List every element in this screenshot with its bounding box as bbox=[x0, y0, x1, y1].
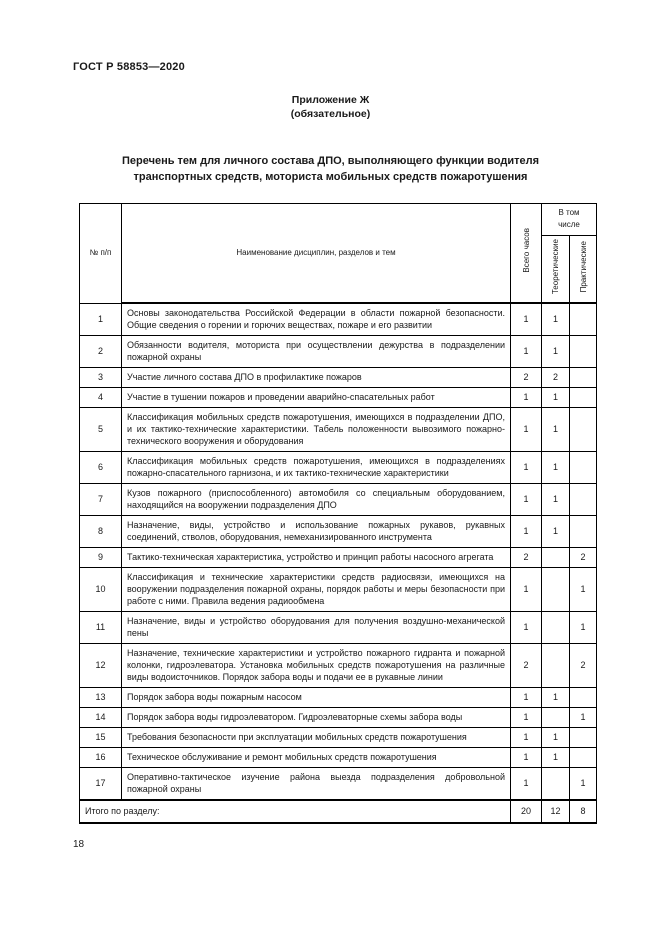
cell-practical bbox=[570, 452, 597, 484]
cell-theoretical: 1 bbox=[542, 303, 570, 336]
col-header-including: В том числе bbox=[542, 204, 597, 236]
col-header-num: № п/п bbox=[80, 204, 122, 304]
cell-num: 8 bbox=[80, 516, 122, 548]
total-label: Итого по разделу: bbox=[80, 800, 511, 823]
table-header bbox=[80, 204, 597, 304]
cell-theoretical: 1 bbox=[542, 336, 570, 368]
cell-total-hours: 1 bbox=[511, 388, 542, 408]
cell-practical: 1 bbox=[570, 568, 597, 612]
cell-theoretical: 1 bbox=[542, 748, 570, 768]
table-row bbox=[80, 612, 597, 644]
cell-practical bbox=[570, 388, 597, 408]
cell-theoretical: 1 bbox=[542, 408, 570, 452]
col-header-name: Наименование дисциплин, разделов и тем bbox=[122, 204, 511, 304]
cell-theoretical bbox=[542, 768, 570, 801]
cell-total-hours: 1 bbox=[511, 708, 542, 728]
col-header-practical-label: Практические bbox=[578, 240, 588, 293]
cell-total-hours: 2 bbox=[511, 644, 542, 688]
table-footer bbox=[80, 800, 597, 823]
cell-theoretical bbox=[542, 568, 570, 612]
col-header-theoretical-label: Теоретические bbox=[551, 239, 560, 295]
cell-practical bbox=[570, 484, 597, 516]
cell-num: 11 bbox=[80, 612, 122, 644]
table-row bbox=[80, 748, 597, 768]
table-body bbox=[80, 303, 597, 800]
cell-theoretical: 1 bbox=[542, 484, 570, 516]
cell-theoretical: 1 bbox=[542, 728, 570, 748]
cell-num: 1 bbox=[80, 303, 122, 336]
cell-num: 9 bbox=[80, 548, 122, 568]
table-row bbox=[80, 768, 597, 801]
cell-topic-name: Классификация мобильных средств пожаротушения, имеющихся в подразделении ДПО, и их тактико-технические характеристики. Табель положенности вывозимого пожарно-технического вооружения и оборудования bbox=[122, 408, 511, 452]
cell-practical bbox=[570, 748, 597, 768]
cell-total-hours: 2 bbox=[511, 368, 542, 388]
table-row bbox=[80, 303, 597, 336]
cell-topic-name: Назначение, виды, устройство и использование пожарных рукавов, рукавных соединений, стволов, оборудования, немеханизированного инструмента bbox=[122, 516, 511, 548]
cell-total-hours: 1 bbox=[511, 688, 542, 708]
doc-number: ГОСТ Р 58853—2020 bbox=[73, 61, 185, 73]
table-row bbox=[80, 728, 597, 748]
cell-theoretical bbox=[542, 612, 570, 644]
table-row bbox=[80, 516, 597, 548]
cell-practical: 2 bbox=[570, 644, 597, 688]
cell-total-hours: 1 bbox=[511, 768, 542, 801]
cell-num: 16 bbox=[80, 748, 122, 768]
col-header-practical bbox=[570, 236, 597, 304]
cell-num: 15 bbox=[80, 728, 122, 748]
cell-theoretical bbox=[542, 708, 570, 728]
cell-topic-name: Тактико-техническая характеристика, устройство и принцип работы насосного агрегата bbox=[122, 548, 511, 568]
table-row bbox=[80, 688, 597, 708]
cell-theoretical: 2 bbox=[542, 368, 570, 388]
cell-topic-name: Классификация мобильных средств пожаротушения, имеющихся в подразделениях пожарно-спасательного гарнизона, и их тактико-технические характеристики bbox=[122, 452, 511, 484]
cell-total-hours: 1 bbox=[511, 516, 542, 548]
cell-practical bbox=[570, 516, 597, 548]
cell-topic-name: Назначение, технические характеристики и устройство пожарного гидранта и пожарной колонки, гидроэлеватора. Установка мобильных средств пожаротушения на различные виды водоисточников. Порядок забора воды и подачи ее в рукавные линии bbox=[122, 644, 511, 688]
total-theoretical-value: 12 bbox=[542, 800, 570, 823]
cell-theoretical: 1 bbox=[542, 452, 570, 484]
cell-num: 6 bbox=[80, 452, 122, 484]
cell-total-hours: 1 bbox=[511, 568, 542, 612]
cell-total-hours: 1 bbox=[511, 748, 542, 768]
cell-total-hours: 2 bbox=[511, 548, 542, 568]
total-row bbox=[80, 800, 597, 823]
cell-practical: 2 bbox=[570, 548, 597, 568]
cell-practical bbox=[570, 368, 597, 388]
cell-practical bbox=[570, 336, 597, 368]
page-title: Перечень тем для личного состава ДПО, выполняющего функции водителя транспортных средств, моториста мобильных средств пожаротушения bbox=[121, 155, 540, 183]
appendix-heading bbox=[0, 93, 661, 121]
cell-practical bbox=[570, 688, 597, 708]
table-row bbox=[80, 408, 597, 452]
table-row bbox=[80, 336, 597, 368]
appendix-label: Приложение Ж bbox=[291, 94, 370, 106]
cell-total-hours: 1 bbox=[511, 336, 542, 368]
cell-practical bbox=[570, 303, 597, 336]
table-row bbox=[80, 644, 597, 688]
col-header-total-hours bbox=[511, 204, 542, 304]
table-row bbox=[80, 368, 597, 388]
table-row bbox=[80, 452, 597, 484]
cell-topic-name: Обязанности водителя, моториста при осуществлении дежурства в подразделении пожарной охраны bbox=[122, 336, 511, 368]
cell-topic-name: Порядок забора воды гидроэлеватором. Гидроэлеваторные схемы забора воды bbox=[122, 708, 511, 728]
cell-practical: 1 bbox=[570, 612, 597, 644]
cell-practical: 1 bbox=[570, 708, 597, 728]
topics-table bbox=[79, 203, 597, 824]
cell-practical bbox=[570, 728, 597, 748]
col-header-total-hours-label: Всего часов bbox=[521, 228, 531, 273]
table-row bbox=[80, 484, 597, 516]
page-number: 18 bbox=[73, 839, 85, 850]
cell-num: 3 bbox=[80, 368, 122, 388]
cell-topic-name: Участие в тушении пожаров и проведении аварийно-спасательных работ bbox=[122, 388, 511, 408]
cell-total-hours: 1 bbox=[511, 484, 542, 516]
cell-num: 14 bbox=[80, 708, 122, 728]
col-header-theoretical bbox=[542, 236, 570, 304]
cell-practical bbox=[570, 408, 597, 452]
cell-theoretical: 1 bbox=[542, 388, 570, 408]
cell-topic-name: Требования безопасности при эксплуатации мобильных средств пожаротушения bbox=[122, 728, 511, 748]
cell-num: 10 bbox=[80, 568, 122, 612]
cell-theoretical: 1 bbox=[542, 516, 570, 548]
cell-total-hours: 1 bbox=[511, 408, 542, 452]
table-row bbox=[80, 548, 597, 568]
cell-total-hours: 1 bbox=[511, 612, 542, 644]
total-hours-value: 20 bbox=[511, 800, 542, 823]
table-row bbox=[80, 388, 597, 408]
cell-total-hours: 1 bbox=[511, 303, 542, 336]
cell-topic-name: Кузов пожарного (приспособленного) автомобиля со специальным оборудованием, находящийся на вооружении подразделения ДПО bbox=[122, 484, 511, 516]
cell-topic-name: Классификация и технические характеристики средств радиосвязи, имеющихся на вооружении подразделения пожарной охраны, порядок работы и меры безопасности при работе с ними. Правила ведения радиообмена bbox=[122, 568, 511, 612]
cell-num: 7 bbox=[80, 484, 122, 516]
cell-theoretical: 1 bbox=[542, 688, 570, 708]
cell-num: 5 bbox=[80, 408, 122, 452]
cell-num: 2 bbox=[80, 336, 122, 368]
cell-topic-name: Назначение, виды и устройство оборудования для получения воздушно-механической пены bbox=[122, 612, 511, 644]
cell-topic-name: Техническое обслуживание и ремонт мобильных средств пожаротушения bbox=[122, 748, 511, 768]
cell-topic-name: Участие личного состава ДПО в профилактике пожаров bbox=[122, 368, 511, 388]
table-row bbox=[80, 568, 597, 612]
cell-num: 13 bbox=[80, 688, 122, 708]
table-row bbox=[80, 708, 597, 728]
cell-total-hours: 1 bbox=[511, 728, 542, 748]
cell-num: 12 bbox=[80, 644, 122, 688]
cell-topic-name: Порядок забора воды пожарным насосом bbox=[122, 688, 511, 708]
cell-theoretical bbox=[542, 548, 570, 568]
appendix-note: (обязательное) bbox=[290, 108, 371, 120]
cell-total-hours: 1 bbox=[511, 452, 542, 484]
cell-num: 17 bbox=[80, 768, 122, 801]
total-practical-value: 8 bbox=[570, 800, 597, 823]
cell-practical: 1 bbox=[570, 768, 597, 801]
cell-num: 4 bbox=[80, 388, 122, 408]
cell-topic-name: Основы законодательства Российской Федерации в области пожарной безопасности. Общие сведения о горении и горючих веществах, пожаре и его развитии bbox=[122, 303, 511, 336]
cell-theoretical bbox=[542, 644, 570, 688]
cell-topic-name: Оперативно-тактическое изучение района выезда подразделения добровольной пожарной охраны bbox=[122, 768, 511, 801]
